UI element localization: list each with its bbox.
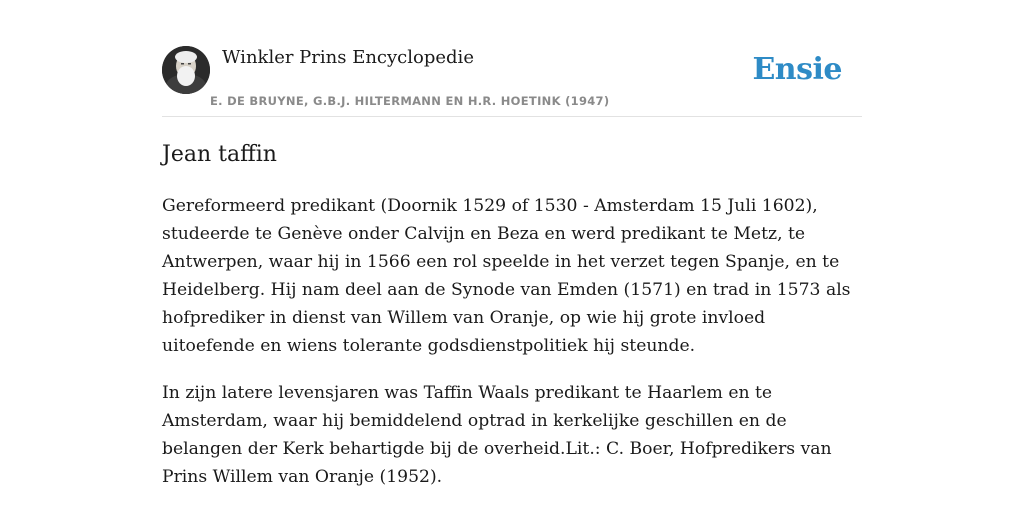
- entry-paragraph: Gereformeerd predikant (Doornik 1529 of 1530 - Amsterdam 15 Juli 1602), studeerde te Genève onder Calvijn en Beza en werd predikant te Metz, te Antwerpen, waar hij in 1566 een rol speelde in het verzet tegen Spanje, en te Heidelberg. Hij nam deel aan de Synode van Emden (1571) en trad in 1573 als hofprediker in dienst van Willem van Oranje, op wie hij grote invloed uitoefende en wiens tolerante godsdienstpolitiek hij steunde.: [162, 196, 851, 356]
- entry-paragraph: In zijn latere levensjaren was Taffin Waals predikant te Haarlem en te Amsterdam, waar hij bemiddelend optrad in kerkelijke geschillen en de belangen der Kerk behartigde bij de overheid.Lit.: C. Boer, Hofpredikers van Prins Willem van Oranje (1952).: [162, 383, 832, 487]
- author-avatar-icon[interactable]: [162, 46, 210, 94]
- source-title[interactable]: Winkler Prins Encyclopedie: [222, 47, 474, 68]
- entry-title: Jean taffin: [162, 142, 277, 167]
- source-header: [162, 46, 862, 117]
- source-authors: E. DE BRUYNE, G.B.J. HILTERMANN EN H.R. HOETINK (1947): [210, 94, 610, 108]
- entry-body: [162, 192, 862, 510]
- ensie-logo[interactable]: Ensie: [752, 52, 842, 87]
